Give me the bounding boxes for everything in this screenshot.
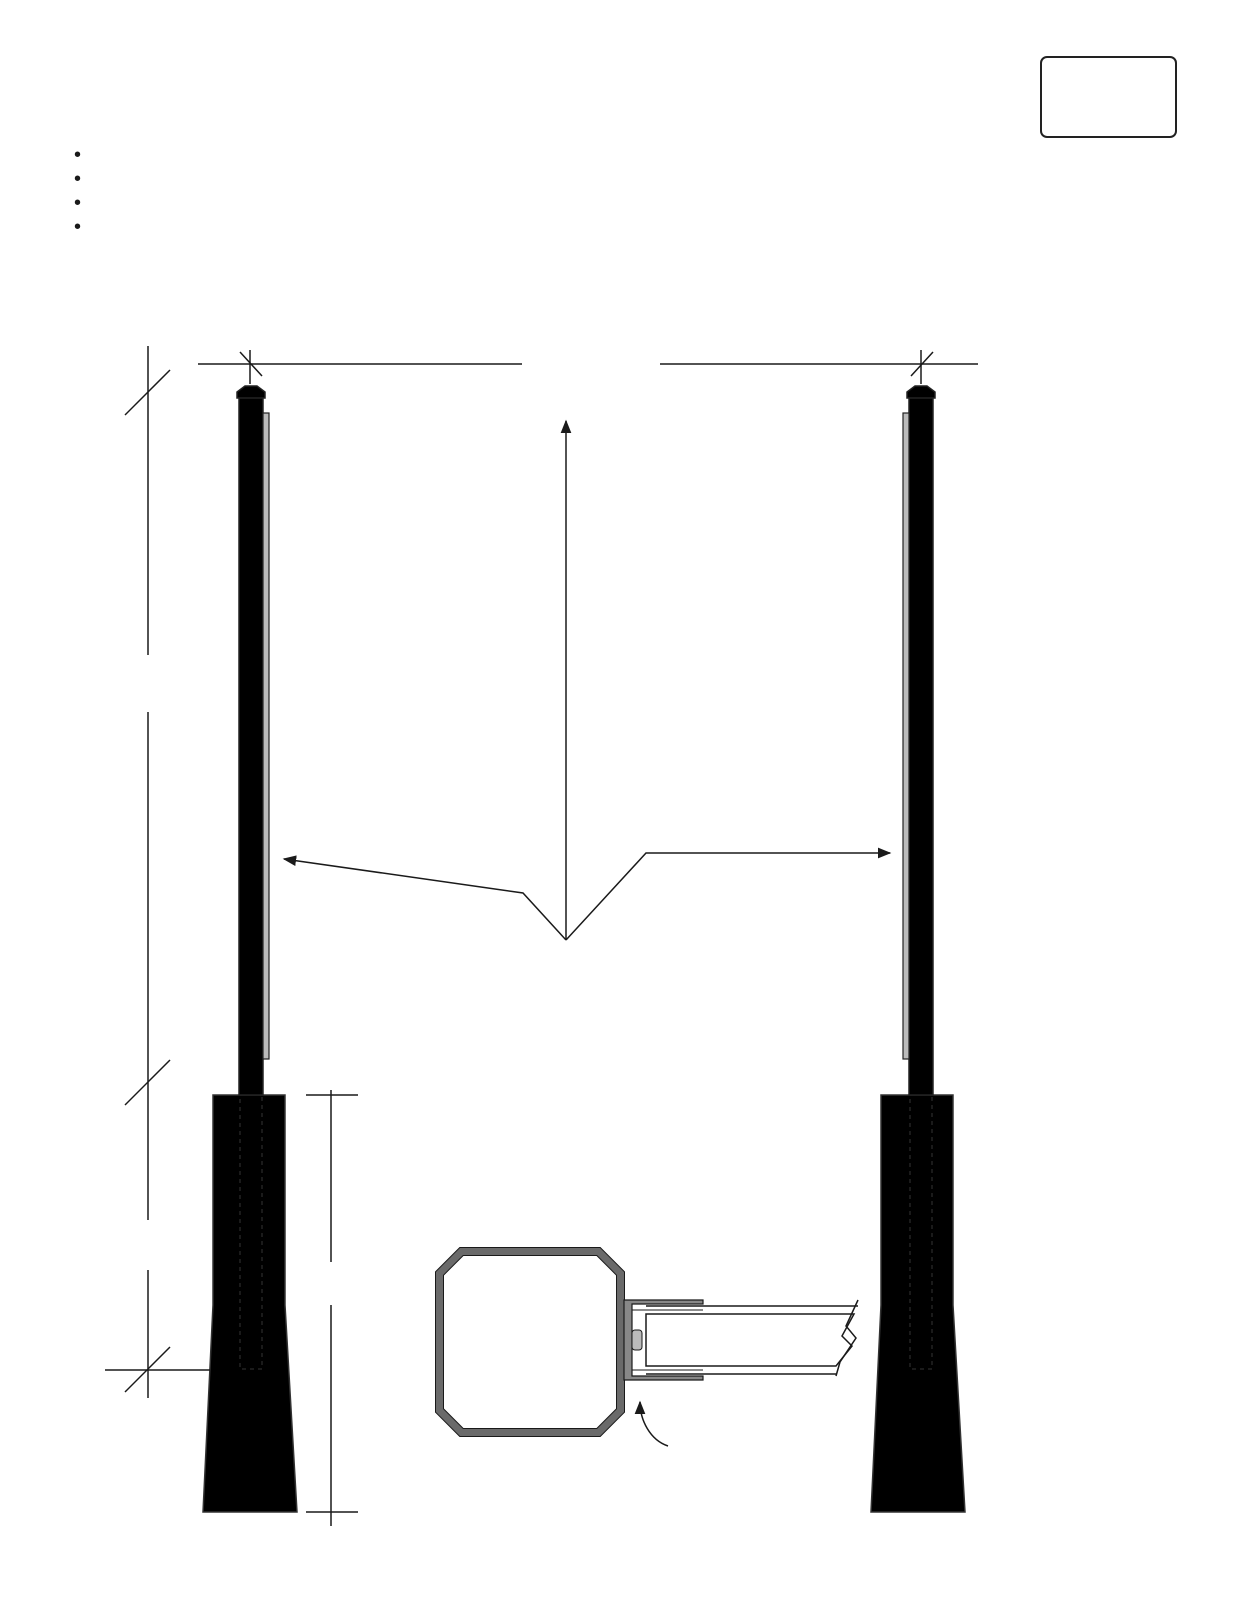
- post-top-view-outer: [436, 1248, 624, 1436]
- left-concrete-footing: [203, 1095, 297, 1512]
- screw-note-arrow: [640, 1402, 668, 1446]
- right-aluminum-post: [909, 396, 933, 1095]
- right-pocket-channel: [903, 413, 909, 1059]
- post-top-view-wall: [443, 1255, 617, 1429]
- right-pyramid-cap: [907, 386, 935, 398]
- post-top-view-fill: [436, 1248, 624, 1436]
- left-pyramid-cap: [237, 386, 265, 398]
- pocket-channel-arrow-right: [566, 853, 890, 940]
- right-concrete-footing: [871, 1095, 965, 1512]
- pocket-channel-arrow-left: [284, 859, 566, 940]
- screw-head: [632, 1330, 642, 1350]
- left-pocket-channel: [263, 413, 269, 1059]
- pvc-board-top-view: [646, 1314, 854, 1366]
- left-aluminum-post: [239, 396, 263, 1095]
